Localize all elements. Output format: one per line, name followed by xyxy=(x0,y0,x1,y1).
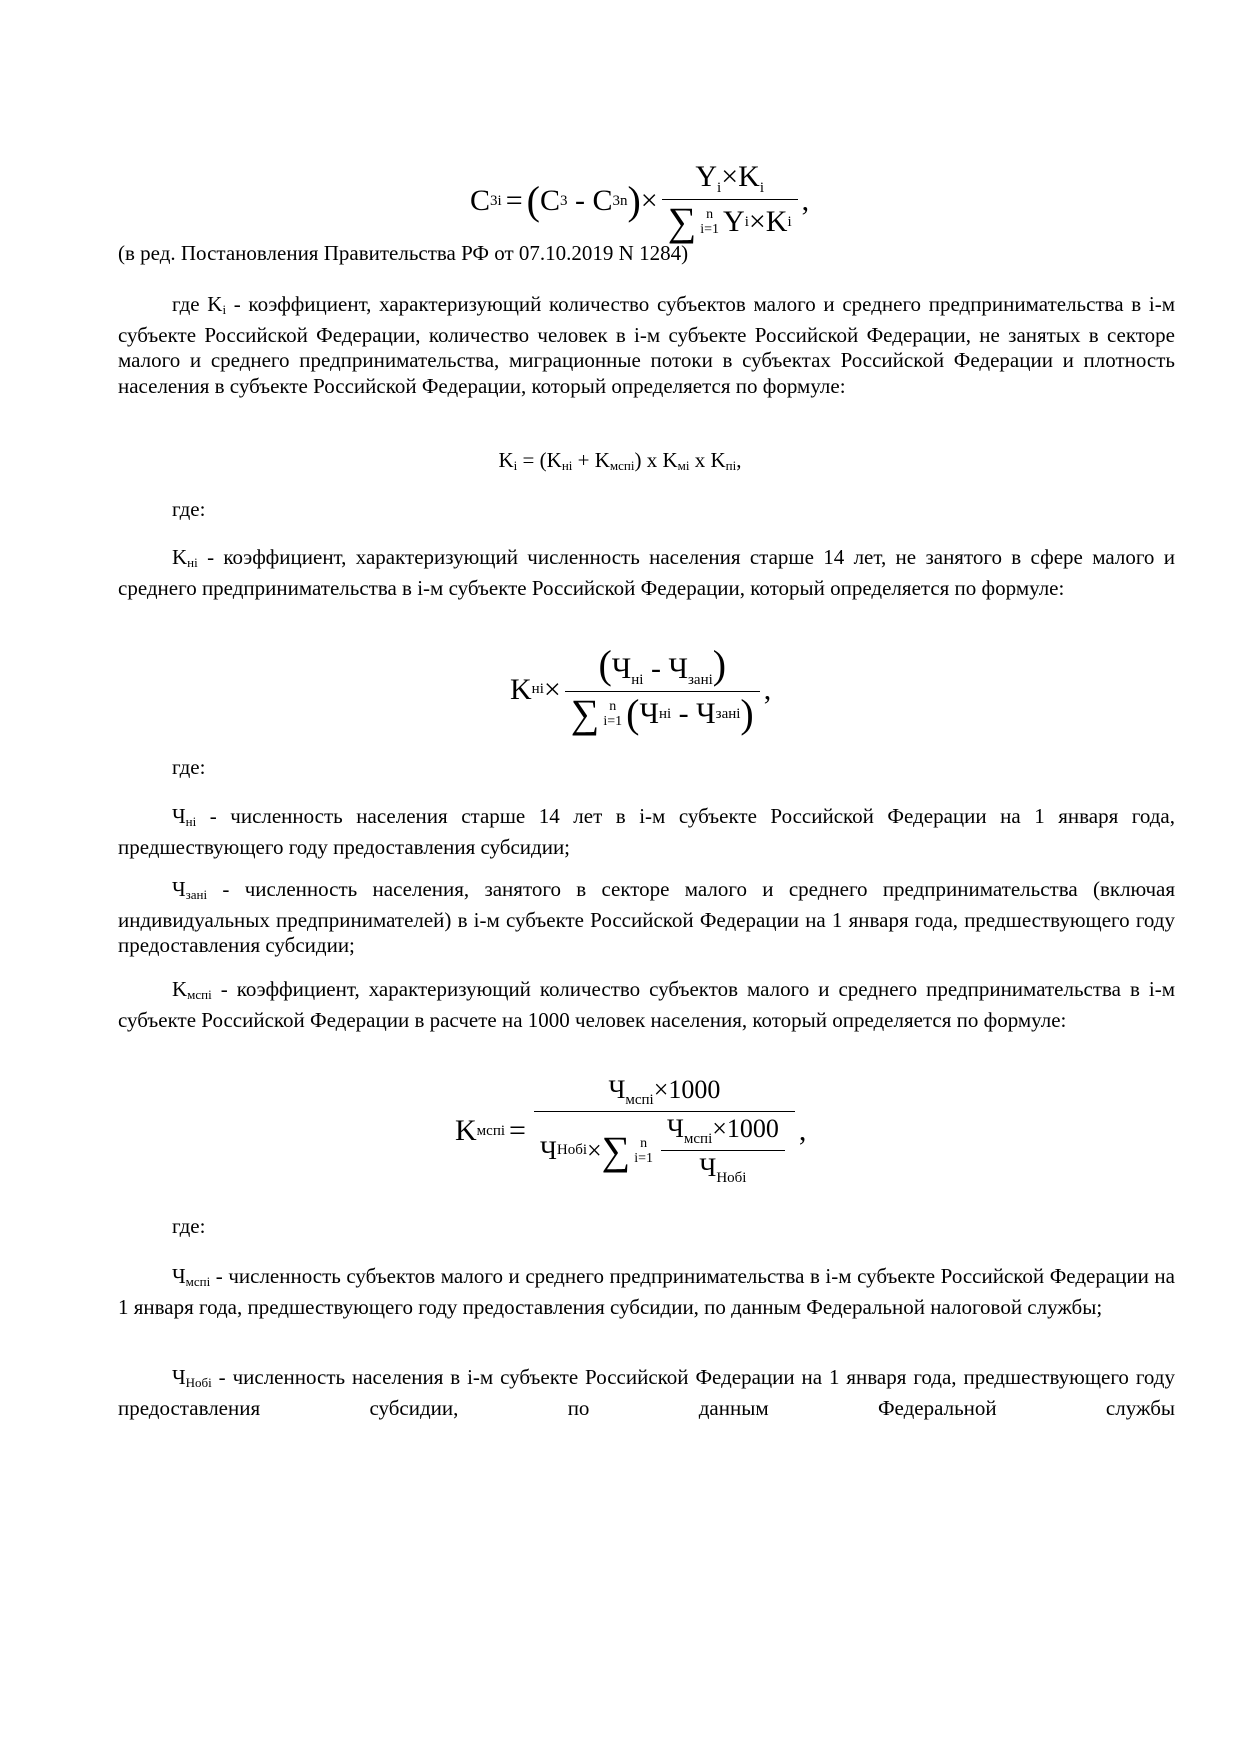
paren: ) xyxy=(740,691,754,736)
sym: ×1000 xyxy=(712,1114,779,1143)
definition: - численность населения старше 14 лет в i-м субъекте Российской Федерации на 1 января года, предшествующего году предоставления субсидии; xyxy=(118,804,1175,859)
paren: ( xyxy=(626,691,640,736)
sym: - xyxy=(567,184,593,217)
sum-lower: i=1 xyxy=(634,1150,653,1166)
paren: ( xyxy=(526,178,540,223)
sym: × xyxy=(748,205,766,238)
sym: Ч xyxy=(608,1075,626,1104)
definition: - коэффициент, характеризующий количество субъектов малого и среднего предпринимательства в i-м субъекте Российской Федерации, количество человек в i-м субъекте Российской Федерации, не занятых в секторе малого и среднего предпринимательства, миграционные потоки в субъектах Российской Федерации и плотность населения в субъекте Российской Федерации, который определяется по формуле: xyxy=(118,292,1175,398)
sub: мспі xyxy=(476,1122,506,1139)
term: K xyxy=(172,545,188,569)
paragraph-ki xyxy=(118,292,1175,399)
sym: C xyxy=(539,184,560,217)
fraction xyxy=(662,160,798,242)
sub: i xyxy=(717,180,722,196)
sym: K xyxy=(455,1114,477,1147)
term: где K xyxy=(172,292,223,316)
sym: + K xyxy=(572,448,610,472)
paren: ) xyxy=(712,642,727,687)
sym: × xyxy=(721,160,739,193)
fraction xyxy=(534,1075,795,1187)
sym: × xyxy=(587,1135,602,1165)
sub: i xyxy=(513,458,518,473)
sym: K xyxy=(498,448,514,472)
fraction xyxy=(565,642,760,736)
sum-lower: i=1 xyxy=(700,222,720,237)
sub: зані xyxy=(715,705,741,722)
amendment-note: (в ред. Постановления Правительства РФ от 07.10.2019 N 1284) xyxy=(118,241,689,265)
sym: K xyxy=(765,205,788,238)
term: Ч xyxy=(172,1264,186,1288)
sym: K xyxy=(510,672,532,706)
sym: Ч xyxy=(539,1135,557,1165)
sub: i xyxy=(787,213,792,230)
formula-c3i xyxy=(470,160,809,242)
sub: зані xyxy=(687,672,713,688)
sub: мспі xyxy=(185,1274,211,1289)
sub: мспі xyxy=(187,987,212,1002)
sym: x K xyxy=(689,448,726,472)
paragraph-chmspi xyxy=(118,1264,1175,1320)
sum-upper: n xyxy=(609,699,617,714)
sym: C xyxy=(592,184,613,217)
sym: , xyxy=(798,1114,807,1147)
formula-kni xyxy=(510,642,772,736)
sub: мспі xyxy=(683,1131,713,1147)
sigma-icon: ∑ xyxy=(667,199,697,244)
term: K xyxy=(172,977,188,1001)
sym: Ч xyxy=(639,697,659,730)
sub: ні xyxy=(561,458,573,473)
sym: Ч xyxy=(699,1153,717,1182)
term: Ч xyxy=(172,1365,186,1389)
paragraph-kmspi xyxy=(118,977,1175,1033)
sub: Нобі xyxy=(556,1142,587,1158)
sigma-icon: ∑ xyxy=(570,691,600,736)
paragraph-kni xyxy=(118,545,1175,601)
sub: ні xyxy=(531,681,544,697)
sub: мспі xyxy=(609,458,635,473)
sym: Ч xyxy=(696,697,716,730)
definition: - численность населения в i-м субъекте Российской Федерации на 1 января года, предшествующего году предоставления субсидии, по данным Федеральной службы xyxy=(118,1365,1175,1420)
where-label: где: xyxy=(172,497,206,521)
sym: , xyxy=(801,184,810,217)
sym: = (K xyxy=(517,448,562,472)
sym: = xyxy=(505,184,523,217)
sum-lower: i=1 xyxy=(603,714,623,729)
formula-kmspi xyxy=(455,1075,806,1187)
inner-fraction xyxy=(661,1114,785,1187)
sym: Ч xyxy=(666,1114,684,1143)
sym: × xyxy=(543,672,561,706)
sub: пі xyxy=(725,458,737,473)
sym: K xyxy=(738,160,760,193)
definition: - численность населения, занятого в секторе малого и среднего предпринимательства (включая индивидуальных предпринимателей) в i-м субъекте Российской Федерации на 1 января года, предшествующего году предоставления субсидии; xyxy=(118,877,1175,957)
sym: Ч xyxy=(611,652,632,685)
sub: зані xyxy=(185,887,208,902)
sub: i xyxy=(759,180,764,196)
paragraph-chni xyxy=(118,804,1175,860)
sub: Нобі xyxy=(716,1170,747,1186)
sub: i xyxy=(744,213,749,230)
sigma-icon: ∑ xyxy=(601,1127,631,1173)
sym: Ч xyxy=(668,652,688,685)
sub: Нобі xyxy=(185,1375,212,1390)
sym: Y xyxy=(723,205,745,238)
paragraph-chnobi xyxy=(118,1365,1175,1421)
sym: × xyxy=(640,184,658,217)
sub: ні xyxy=(187,555,198,570)
sub: 3i xyxy=(490,192,502,209)
sym: ) x K xyxy=(634,448,678,472)
definition: - коэффициент, характеризующий численность населения старше 14 лет, не занятого в сфере малого и среднего предпринимательства в i-м субъекте Российской Федерации, который определяется по формуле: xyxy=(118,545,1175,600)
sum-upper: n xyxy=(706,207,714,222)
sym: , xyxy=(763,672,772,706)
sub: 3n xyxy=(612,192,628,209)
sym: - xyxy=(671,697,697,730)
definition: - численность субъектов малого и среднего предпринимательства в i-м субъекте Российской Федерации на 1 января года, предшествующего году предоставления субсидии, по данным Федеральной налоговой службы; xyxy=(118,1264,1175,1319)
sym: - xyxy=(643,652,669,685)
sym: Y xyxy=(695,160,718,193)
paren: ( xyxy=(598,642,612,687)
sub: ні xyxy=(658,705,672,722)
sum-upper: n xyxy=(640,1135,648,1151)
sub: i xyxy=(222,302,227,317)
sub: 3 xyxy=(559,192,568,209)
paren: ) xyxy=(627,178,641,223)
definition: - коэффициент, характеризующий количество субъектов малого и среднего предпринимательства в i-м субъекте Российской Федерации в расчете на 1000 человек населения, который определяется по формуле: xyxy=(118,977,1175,1032)
sub: ні xyxy=(631,672,644,688)
where-label: где: xyxy=(172,755,206,779)
sym: ×1000 xyxy=(653,1075,721,1104)
paragraph-chzani xyxy=(118,877,1175,959)
sym: C xyxy=(470,184,491,217)
sub: мі xyxy=(677,458,690,473)
formula-ki xyxy=(0,448,1240,474)
sym: , xyxy=(736,448,742,472)
sub: мспі xyxy=(625,1092,654,1108)
sub: ні xyxy=(185,814,197,829)
term: Ч xyxy=(172,877,186,901)
sym: = xyxy=(509,1114,526,1147)
where-label: где: xyxy=(172,1214,206,1238)
term: Ч xyxy=(172,804,186,828)
